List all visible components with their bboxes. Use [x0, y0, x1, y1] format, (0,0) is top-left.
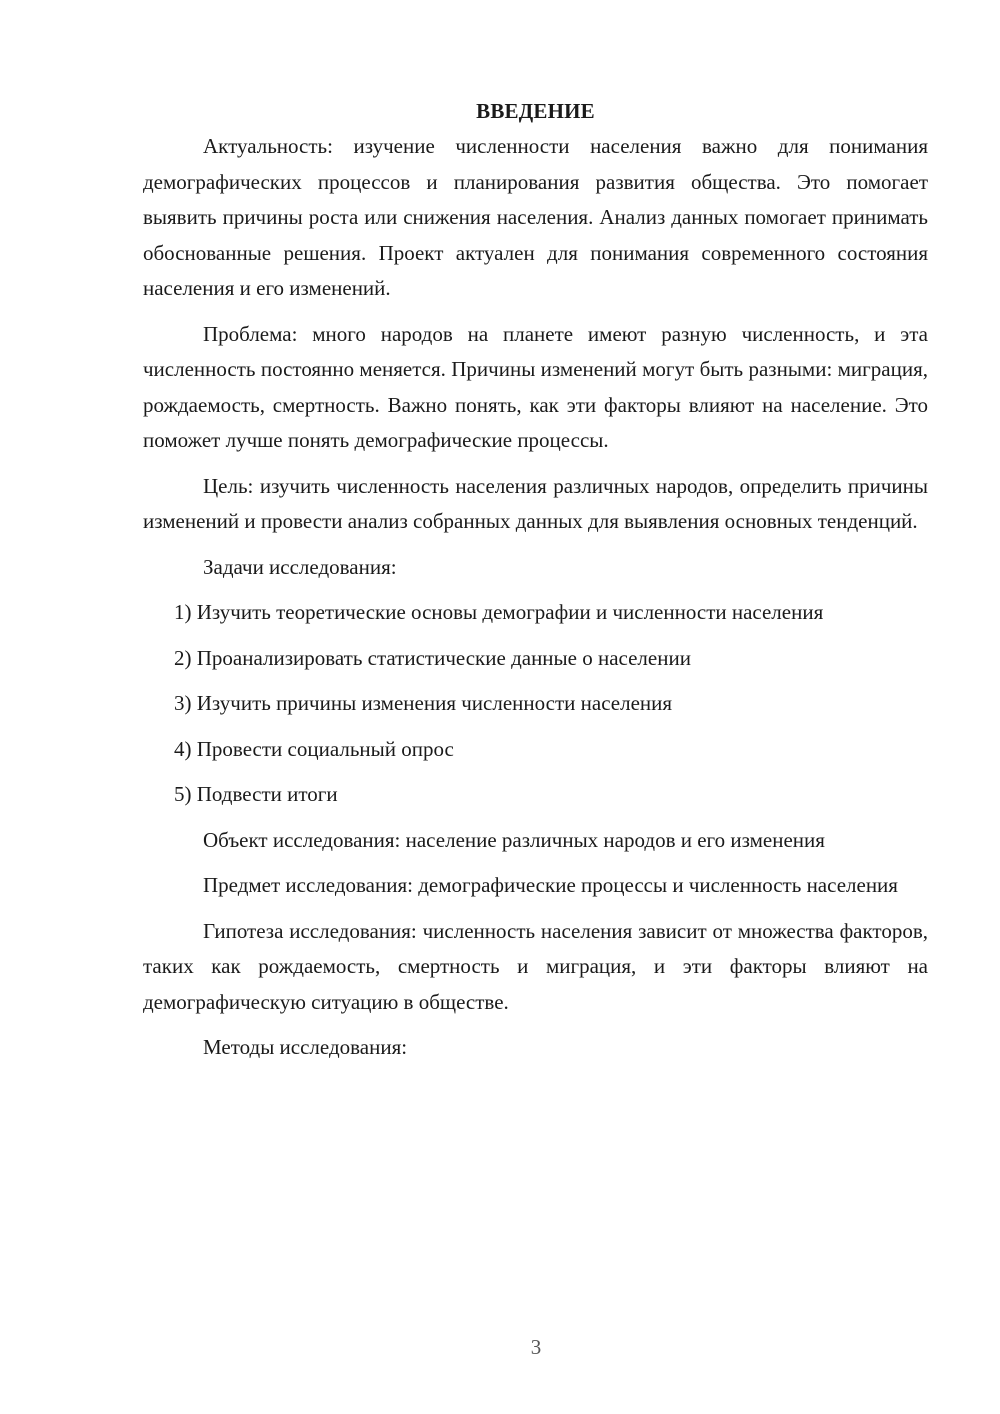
tasks-list	[143, 595, 928, 813]
list-item: 1) Изучить теоретические основы демографии и численности населения	[174, 600, 824, 624]
paragraph-subject: Предмет исследования: демографические процессы и численность населения	[203, 873, 898, 897]
list-item: 3) Изучить причины изменения численности населения	[174, 691, 673, 715]
paragraph-problem: Проблема: много народов на планете имеют разную численность, и эта численность постоянно меняется. Причины изменений могут быть разными: миграция, рождаемость, смертность. Важно понять, как эти факторы влияют на население. Это поможет лучше понять демографические процессы.	[143, 321, 928, 452]
page-title: ВВЕДЕНИЕ	[476, 99, 595, 123]
list-item: 2) Проанализировать статистические данные о населении	[174, 645, 691, 670]
tasks-heading: Задачи исследования:	[203, 554, 397, 579]
paragraph-relevance: Актуальность: изучение численности населения важно для понимания демографических процессов и планирования развития общества. Это помогает выявить причины роста или снижения населения. Анализ данных помогает принимать обоснованные решения. Проект актуален для понимания современного состояния населения и его изменений.	[143, 134, 928, 300]
list-item: 4) Провести социальный опрос	[174, 736, 454, 761]
paragraph-goal: Цель: изучить численность населения различных народов, определить причины изменений и провести анализ собранных данных для выявления основных тенденций.	[143, 473, 928, 533]
list-item: 5) Подвести итоги	[174, 782, 338, 806]
page-number: 3	[530, 1335, 542, 1359]
paragraph-hypothesis: Гипотеза исследования: численность населения зависит от множества факторов, таких как рождаемость, смертность и миграция, и эти факторы влияют на демографическую ситуацию в обществе.	[143, 918, 928, 1014]
document-page	[143, 94, 928, 1066]
paragraph-methods: Методы исследования:	[203, 1035, 408, 1059]
paragraph-object: Объект исследования: население различных народов и его изменения	[203, 827, 825, 852]
